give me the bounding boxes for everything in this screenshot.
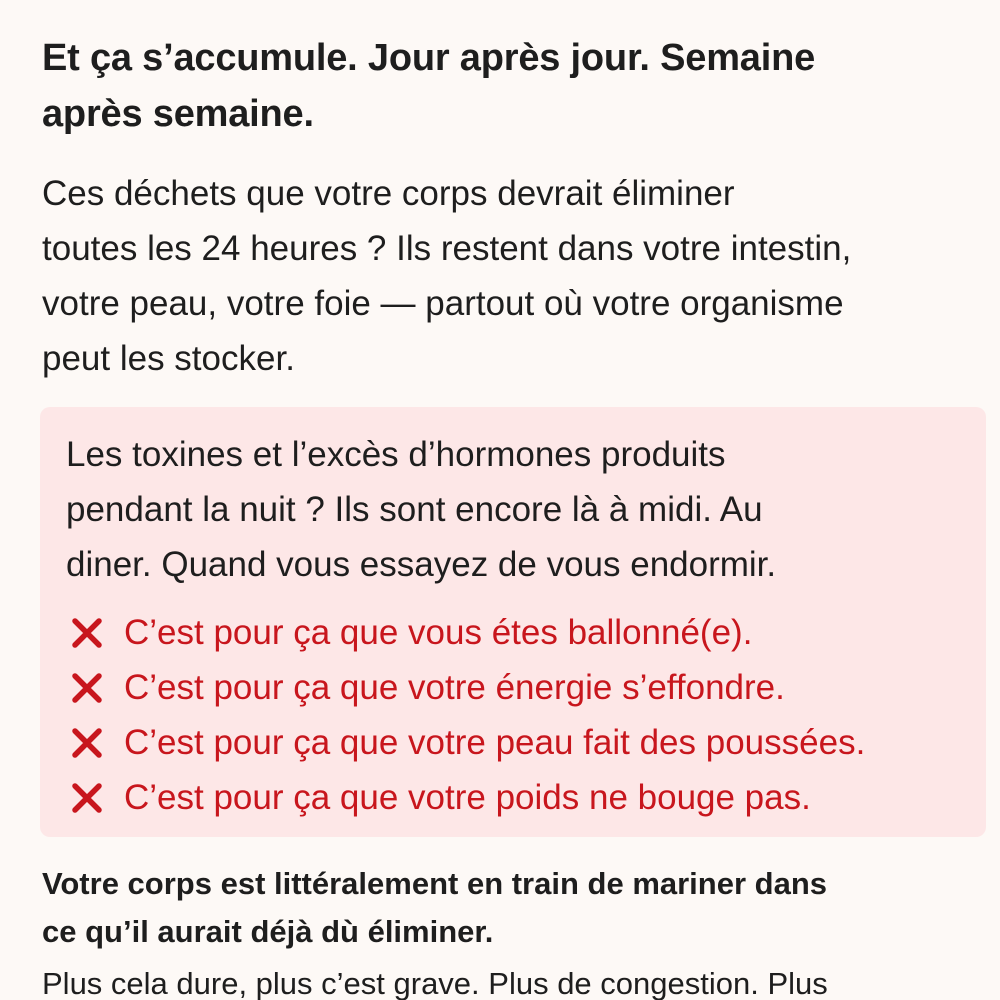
callout-line: diner. Quand vous essayez de vous endormir. xyxy=(66,545,777,584)
continuation-paragraph: Plus cela dure, plus c’est grave. Plus de congestion. Plus xyxy=(42,966,828,1000)
intro-line: votre peau, votre foie — partout où votre organisme xyxy=(42,284,844,323)
intro-line: Ces déchets que votre corps devrait éliminer xyxy=(42,174,735,213)
callout-line: Les toxines et l’excès d’hormones produits xyxy=(66,435,726,474)
reason-text: C’est pour ça que vous étes ballonné(e). xyxy=(124,612,753,652)
cross-mark-icon xyxy=(70,781,104,815)
callout-paragraph xyxy=(66,427,966,592)
intro-paragraph xyxy=(42,166,1000,386)
conclusion-line: Votre corps est littéralement en train de mariner dans xyxy=(42,866,828,901)
intro-line: toutes les 24 heures ? Ils restent dans votre intestin, xyxy=(42,229,852,268)
heading-line: Et ça s’accumule. Jour après jour. Semaine xyxy=(42,37,816,79)
reason-text: C’est pour ça que votre énergie s’effondre. xyxy=(124,667,785,707)
intro-line: peut les stocker. xyxy=(42,339,295,378)
section-heading xyxy=(42,30,982,142)
reason-text: C’est pour ça que votre peau fait des poussées. xyxy=(124,722,866,762)
reason-text: C’est pour ça que votre poids ne bouge pas. xyxy=(124,777,811,817)
cross-mark-icon xyxy=(70,616,104,650)
reasons-list xyxy=(70,605,865,825)
highlight-callout xyxy=(40,407,986,837)
reason-item xyxy=(70,770,865,825)
conclusion-line: ce qu’il aurait déjà dù éliminer. xyxy=(42,914,494,949)
heading-line: après semaine. xyxy=(42,93,314,135)
reason-item xyxy=(70,605,865,660)
cross-mark-icon xyxy=(70,671,104,705)
conclusion-paragraph xyxy=(42,860,982,956)
cross-mark-icon xyxy=(70,726,104,760)
reason-item xyxy=(70,715,865,770)
callout-line: pendant la nuit ? Ils sont encore là à midi. Au xyxy=(66,490,763,529)
reason-item xyxy=(70,660,865,715)
